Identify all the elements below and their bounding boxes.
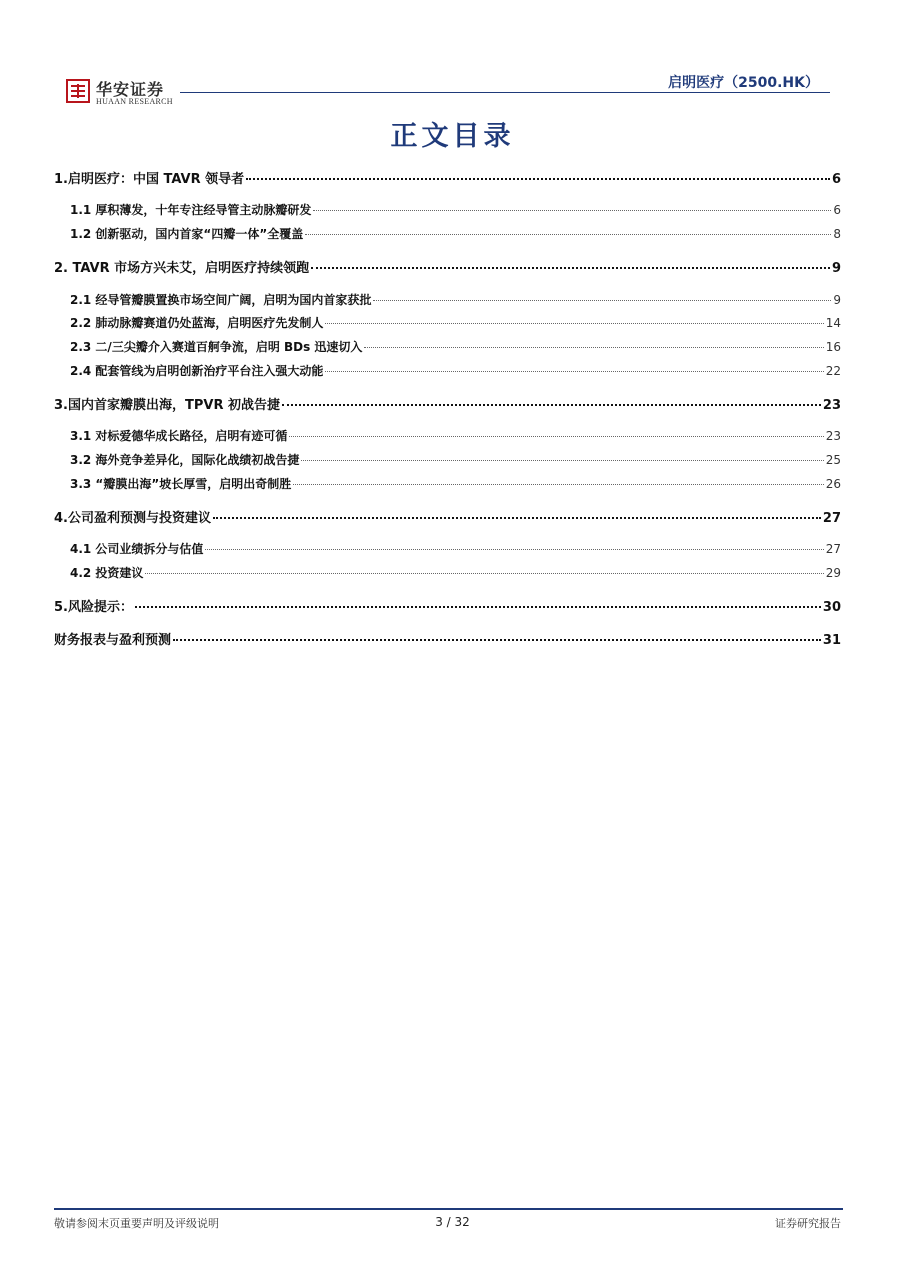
toc-entry-label: 2. TAVR 市场方兴未艾，启明医疗持续领跑 [54,261,310,276]
toc-subsection-entry[interactable] [54,451,841,468]
toc-dot-leader [311,267,830,269]
toc-entry-label: 4.公司盈利预测与投资建议 [54,511,211,526]
toc-page-number: 23 [825,429,841,443]
huaan-logo [66,76,176,110]
toc-section-entry[interactable] [54,507,841,526]
toc-subsection-entry[interactable] [54,338,841,355]
toc-dot-leader [313,210,831,211]
toc-dot-leader [293,484,824,485]
toc-entry-label: 4.1 公司业绩拆分与估值 [70,542,204,556]
logo-name-en: HUAAN RESEARCH [96,97,173,106]
toc-dot-leader [289,436,823,437]
toc-entry-label: 2.2 肺动脉瓣赛道仍处蓝海，启明医疗先发制人 [70,316,324,330]
header-divider [180,92,830,93]
toc-entry-label: 3.3 “瓣膜出海”坡长厚雪，启明出奇制胜 [70,477,292,491]
toc-dot-leader [325,323,823,324]
toc-entry-label: 财务报表与盈利预测 [54,633,172,648]
toc-dot-leader [282,404,821,406]
toc-page-number: 22 [825,364,841,378]
toc-entry-label: 4.2 投资建议 [70,566,144,580]
toc-page-number: 23 [822,398,841,413]
footer-divider [54,1208,843,1210]
toc-entry-label: 1.2 创新驱动，国内首家“四瓣一体”全覆盖 [70,227,304,241]
toc-page-number: 29 [825,566,841,580]
toc-section-entry[interactable] [54,596,841,615]
toc-dot-leader [205,549,823,550]
toc-dot-leader [145,573,823,574]
toc-section-entry[interactable] [54,257,841,276]
toc-entry-label: 3.国内首家瓣膜出海，TPVR 初战告捷 [54,398,280,413]
toc-subsection-entry[interactable] [54,225,841,242]
toc-subsection-entry[interactable] [54,291,841,308]
logo-name-cn: 华安证券 [96,80,165,99]
toc-page-number: 16 [825,340,841,354]
toc-entry-label: 3.2 海外竞争差异化，国际化战绩初战告捷 [70,453,300,467]
toc-subsection-entry[interactable] [54,564,841,581]
toc-subsection-entry[interactable] [54,427,841,444]
toc-subsection-entry[interactable] [54,362,841,379]
toc-dot-leader [364,347,823,348]
huaan-seal-icon [66,79,90,103]
header-company-ticker: 启明医疗（2500.HK） [668,75,819,91]
toc-page-number: 31 [822,633,841,648]
toc-dot-leader [173,639,821,641]
toc-dot-leader [325,371,823,372]
footer-page-number: 3 / 32 [435,1215,470,1229]
toc-dot-leader [135,606,821,608]
toc-subsection-entry[interactable] [54,314,841,331]
page-title: 正文目录 [390,121,515,152]
toc-entry-label: 1.1 厚积薄发，十年专注经导管主动脉瓣研发 [70,203,312,217]
toc-dot-leader [305,234,831,235]
toc-page-number: 27 [825,542,841,556]
toc-page-number: 8 [833,227,841,241]
toc-dot-leader [246,178,830,180]
toc-page-number: 6 [833,203,841,217]
toc-subsection-entry[interactable] [54,201,841,218]
toc-page-number: 30 [822,600,841,615]
toc-dot-leader [301,460,823,461]
toc-entry-label: 2.4 配套管线为启明创新治疗平台注入强大动能 [70,364,324,378]
toc-subsection-entry[interactable] [54,475,841,492]
footer-disclaimer: 敬请参阅末页重要声明及评级说明 [54,1217,219,1230]
toc-entry-label: 3.1 对标爱德华成长路径，启明有迹可循 [70,429,288,443]
toc-page-number: 14 [825,316,841,330]
toc-section-entry[interactable] [54,394,841,413]
toc-page-number: 26 [825,477,841,491]
footer-report-type: 证券研究报告 [775,1217,841,1230]
toc-dot-leader [213,517,821,519]
toc-page-number: 27 [822,511,841,526]
toc-section-entry[interactable] [54,629,841,648]
toc-page-number: 9 [833,293,841,307]
toc-subsection-entry[interactable] [54,540,841,557]
page-header [0,0,905,110]
toc-entry-label: 5.风险提示： [54,600,133,615]
toc-entry-label: 1.启明医疗：中国 TAVR 领导者 [54,172,245,187]
toc-entry-label: 2.1 经导管瓣膜置换市场空间广阔，启明为国内首家获批 [70,293,372,307]
toc-section-entry[interactable] [54,168,841,187]
toc-page-number: 9 [831,261,841,276]
toc-dot-leader [373,300,831,301]
toc-page-number: 6 [831,172,841,187]
toc-entry-label: 2.3 二/三尖瓣介入赛道百舸争流，启明 BDs 迅速切入 [70,340,363,354]
toc-page-number: 25 [825,453,841,467]
